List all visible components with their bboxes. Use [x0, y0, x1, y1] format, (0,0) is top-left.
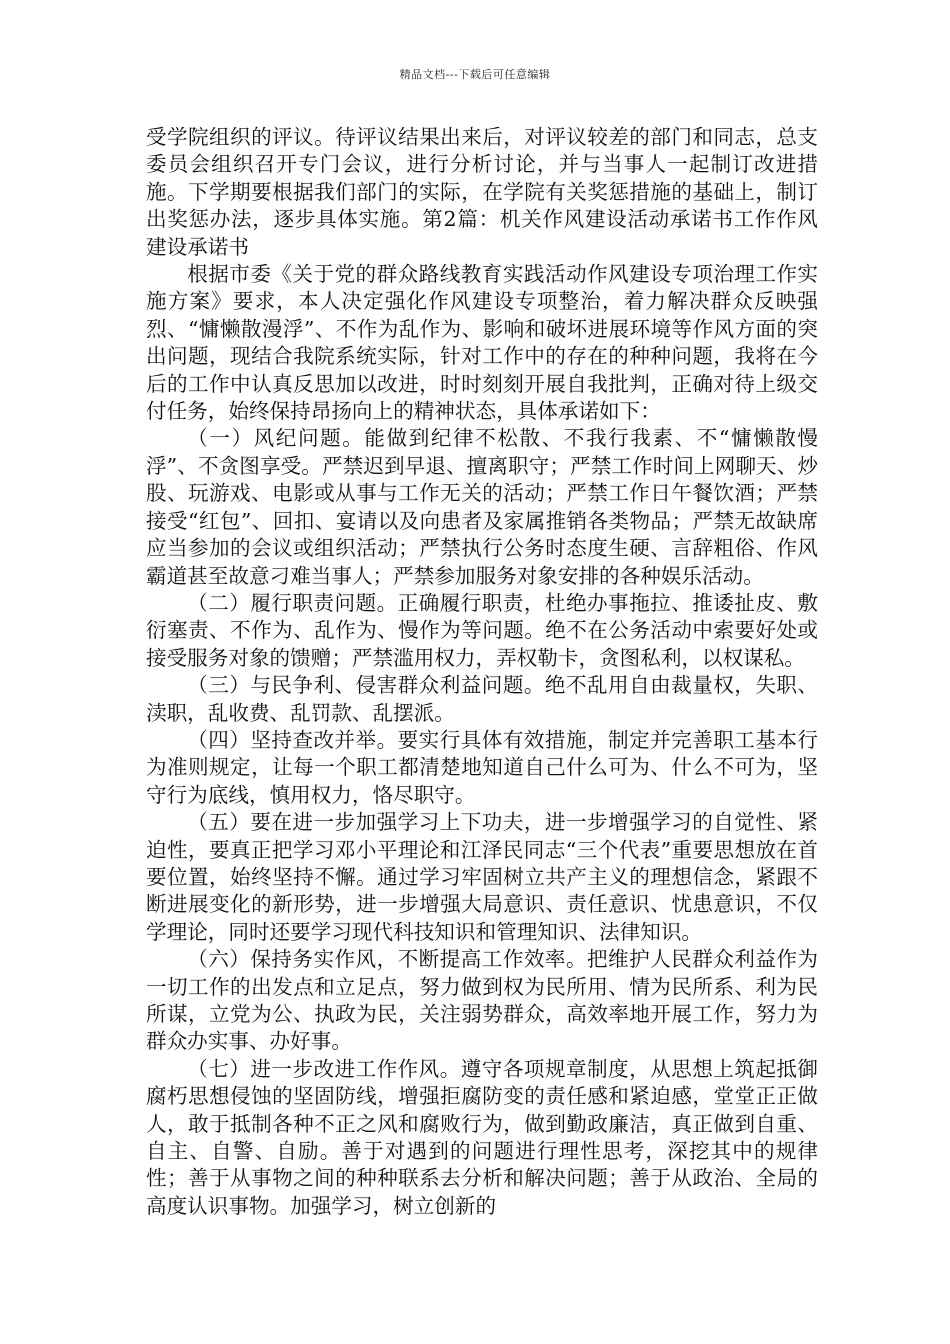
- paragraph-item-6: （六）保持务实作风，不断提高工作效率。把维护人民群众利益作为一切工作的出发点和立足点，努力做到权为民所用、情为民所系、利为民所谋，立党为公、执政为民，关注弱势群众，高效率地开展工作，努力为群众办实事、办好事。: [146, 947, 818, 1054]
- paragraph-item-7: （七）进一步改进工作作风。遵守各项规章制度，从思想上筑起抵御腐朽思想侵蚀的坚固防线，增强拒腐防变的责任感和紧迫感，堂堂正正做人，敢于抵制各种不正之风和腐败行为，做到勤政廉洁，真正做到自重、自主、自警、自励。善于对遇到的问题进行理性思考，深挖其中的规律性；善于从事物之间的种种联系去分析和解决问题；善于从政治、全局的高度认识事物。加强学习，树立创新的: [146, 1056, 818, 1218]
- page-header: 精品文档---下载后可任意编辑: [399, 68, 551, 81]
- paragraph-item-5: （五）要在进一步加强学习上下功夫，进一步增强学习的自觉性、紧迫性，要真正把学习邓小平理论和江泽民同志“三个代表”重要思想放在首要位置，始终坚持不懈。通过学习牢固树立共产主义的理想信念，紧跟不断进展变化的新形势，进一步增强大局意识、责任意识、忧患意识，不仅学理论，同时还要学习现代科技知识和管理知识、法律知识。: [146, 810, 818, 944]
- paragraph-intro: 受学院组织的评议。待评议结果出来后，对评议较差的部门和同志，总支委员会组织召开专门会议，进行分析讨论，并与当事人一起制订改进措施。下学期要根据我们部门的实际，在学院有关奖惩措施的基础上，制订出奖惩办法，逐步具体实施。第2篇：机关作风建设活动承诺书工作作风建设承诺书: [146, 125, 818, 259]
- paragraph-item-4: （四）坚持查改并举。要实行具体有效措施，制定并完善职工基本行为准则规定，让每一个职工都清楚地知道自己什么可为、什么不可为，坚守行为底线，慎用权力，恪尽职守。: [146, 727, 818, 807]
- document-body: [146, 124, 818, 1220]
- paragraph-item-3: （三）与民争利、侵害群众利益问题。绝不乱用自由裁量权，失职、渎职，乱收费、乱罚款、乱摆派。: [146, 673, 818, 725]
- paragraph-item-2: （二）履行职责问题。正确履行职责，杜绝办事拖拉、推诿扯皮、敷衍塞责、不作为、乱作为、慢作为等问题。绝不在公务活动中索要好处或接受服务对象的馈赠；严禁滥用权力，弄权勒卡，贪图私利，以权谋私。: [146, 590, 818, 670]
- paragraph-item-1: （一）风纪问题。能做到纪律不松散、不我行我素、不“慵懒散慢浮”、不贪图享受。严禁迟到早退、擅离职守；严禁工作时间上网聊天、炒股、玩游戏、电影或从事与工作无关的活动；严禁工作日午餐饮酒；严禁接受“红包”、回扣、宴请以及向患者及家属推销各类物品；严禁无故缺席应当参加的会议或组织活动；严禁执行公务时态度生硬、言辞粗俗、作风霸道甚至故意刁难当事人；严禁参加服务对象安排的各种娱乐活动。: [146, 426, 818, 588]
- paragraph-preamble: 根据市委《关于党的群众路线教育实践活动作风建设专项治理工作实施方案》要求，本人决定强化作风建设专项整治，着力解决群众反映强烈、“慵懒散漫浮”、不作为乱作为、影响和破坏进展环境等作风方面的突出问题，现结合我院系统实际，针对工作中的存在的种种问题，我将在今后的工作中认真反思加以改进，时时刻刻开展自我批判，正确对待上级交付任务，始终保持昂扬向上的精神状态，具体承诺如下：: [146, 262, 818, 424]
